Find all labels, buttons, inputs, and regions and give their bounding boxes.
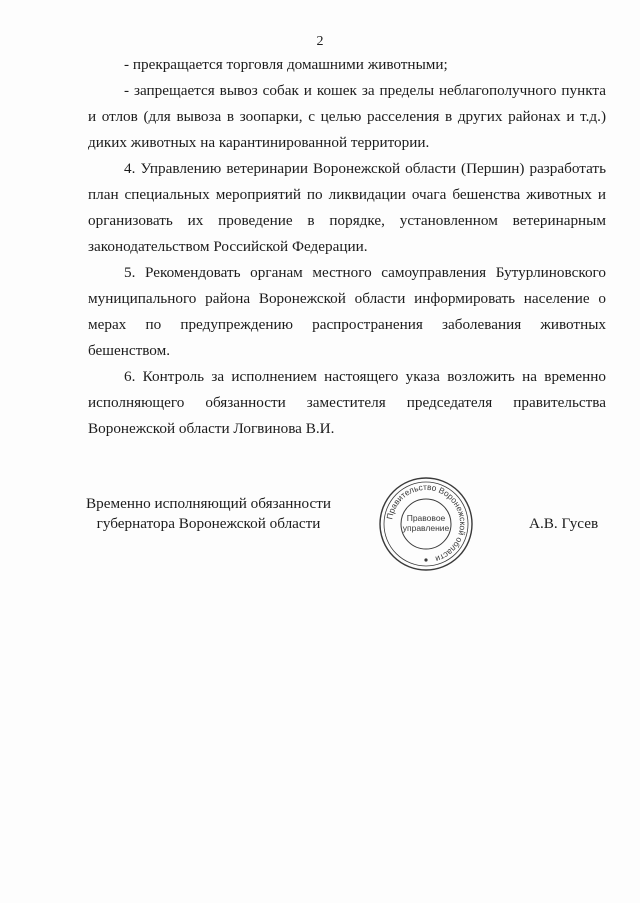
signatory-title-line-2: губернатора Воронежской области [96,515,321,532]
seal-center-line-1: Правовое [406,513,446,523]
document-body [88,52,606,442]
seal-bottom-star [424,558,427,561]
signature-block [0,494,640,584]
page-number: 2 [316,34,324,49]
seal-ring-text: Правительство Воронежской области [384,481,469,565]
paragraph-item-5: 5. Рекомендовать органам местного самоуправления Бутурлиновского муниципального района Воронежской области информировать население о мерах по предупреждению распространения заболевания животных бешенством. [88,264,606,359]
seal-center-line-2: управление [402,523,450,533]
paragraph-pet-trade-ban: - прекращается торговля домашними животными; [124,56,448,73]
official-seal-stamp [376,474,476,574]
signatory-title-line-1: Временно исполняющий обязанности [86,495,332,512]
paragraph-animal-export-ban: - запрещается вывоз собак и кошек за пределы неблагополучного пункта и отлов (для вывоза в зоопарки, с целью расселения в других районах и т.д.) диких животных на карантинированной территории. [88,82,606,151]
signatory-name: А.В. Гусев [529,515,599,532]
paragraph-item-6: 6. Контроль за исполнением настоящего указа возложить на временно исполняющего обязанности заместителя председателя правительства Воронежской области Логвинова В.И. [88,368,606,437]
signatory-title [86,494,331,534]
paragraph-item-4: 4. Управлению ветеринарии Воронежской области (Першин) разработать план специальных мероприятий по ликвидации очага бешенства животных и организовать их проведение в порядке, установленном ветеринарным законодательством Российской Федерации. [88,160,606,255]
